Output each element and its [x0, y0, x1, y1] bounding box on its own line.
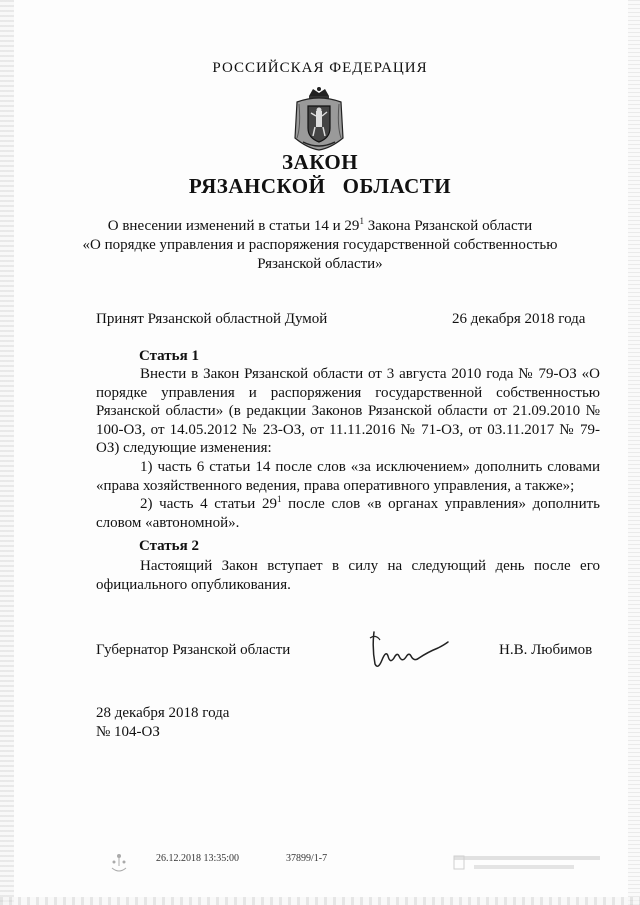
law-subject — [60, 217, 580, 274]
footer-reg-number: 37899/1-7 — [286, 853, 328, 864]
footer-timestamp: 26.12.2018 13:35:00 — [156, 853, 240, 864]
signing-details — [96, 704, 229, 742]
article-1-item-2-sup: 1 — [276, 494, 282, 505]
article-1-item-2-tail: после слов «в органах управления» дополнить словом «автономной». — [96, 496, 601, 531]
article-1-body — [96, 365, 600, 532]
law-title — [0, 150, 640, 198]
scan-edge-left — [0, 0, 14, 905]
scan-edge-bottom — [0, 897, 640, 905]
adopted-date: 26 декабря 2018 года — [452, 311, 586, 327]
governor-title: Губернатор Рязанской области — [96, 642, 291, 658]
subject-line-2: «О порядке управления и распоряжения государственной собственностью — [82, 237, 558, 253]
adopted-by: Принят Рязанской областной Думой — [96, 311, 328, 327]
article-1-item-1: 1) часть 6 статьи 14 после слов «за исключением» дополнить словами «права хозяйственного ведения, права оперативного управления, а также»; — [96, 458, 600, 494]
subject-line-3: Рязанской области» — [257, 256, 383, 272]
coat-of-arms-icon — [291, 86, 347, 152]
article-1-intro: Внести в Закон Рязанской области от 3 августа 2010 года № 79-ОЗ «О порядке управления и распоряжения государственной собственностью Рязанской области» (в редакции Законов Рязанской области от 21.09.2010 № 100-ОЗ, от 14.05.2012 № 23-ОЗ, от 11.11.2016 № 71-ОЗ, от 03.11.2017 № 79-ОЗ) следующие изменения: — [96, 366, 600, 457]
article-2-text: Настоящий Закон вступает в силу на следующий день после его официального опубликования. — [96, 558, 600, 593]
country-heading: РОССИЙСКАЯ ФЕДЕРАЦИЯ — [212, 60, 428, 76]
governor-name: Н.В. Любимов — [499, 642, 593, 658]
article-1-item-2 — [96, 495, 600, 532]
registration-mark-icon — [108, 848, 130, 874]
scan-edge-right — [628, 0, 640, 905]
region-name: РЯЗАНСКОЙ ОБЛАСТИ — [188, 174, 452, 198]
subject-line-1-sup: 1 — [359, 216, 364, 226]
subject-line-1-text: О внесении изменений в статьи 14 и 29 — [107, 218, 360, 234]
article-2-heading: Статья 2 — [139, 538, 199, 554]
faded-stamp — [452, 852, 602, 874]
subject-line-1-tail: Закона Рязанской области — [363, 218, 533, 234]
subject-line-1 — [60, 217, 580, 236]
article-1-item-2-text: 2) часть 4 статьи 29 — [140, 496, 277, 513]
handwritten-signature — [366, 626, 452, 674]
law-number: № 104-ОЗ — [96, 724, 160, 740]
article-2-body — [96, 557, 600, 594]
article-1-heading: Статья 1 — [139, 348, 199, 364]
doc-type: ЗАКОН — [281, 150, 359, 174]
signing-date: 28 декабря 2018 года — [96, 705, 230, 721]
